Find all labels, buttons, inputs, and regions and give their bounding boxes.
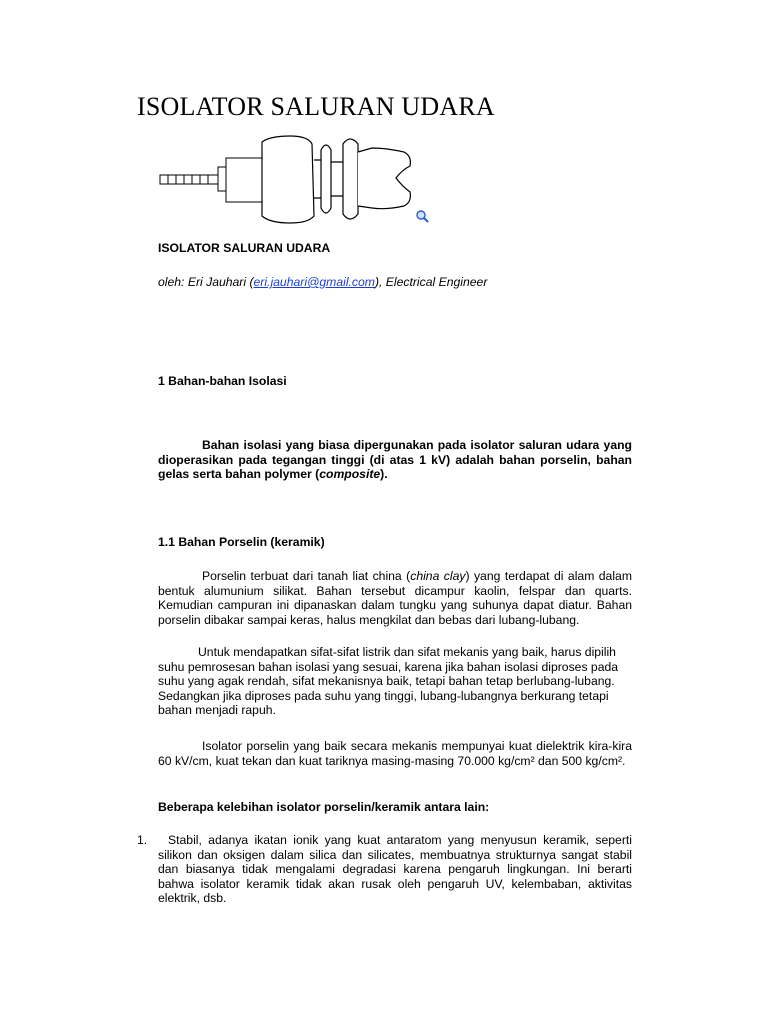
insulator-figure [158,130,433,226]
insulator-body [262,136,314,223]
section-1-paragraph: Bahan isolasi yang biasa dipergunakan pada isolator saluran udara yang dioperasikan pada tegangan tinggi (di atas 1 kV) adalah bahan porselin, bahan gelas serta bahan polymer (composite). [158,438,632,481]
byline [158,275,487,290]
author-email-link[interactable]: eri.jauhari@gmail.com [253,275,375,289]
insulator-rod [160,158,262,202]
porcelain-paragraph: Porselin terbuat dari tanah liat china (china clay) yang terdapat di alam dalam bentuk alumunium silikat. Bahan tersebut dicampur kaolin, felspar dan quarts. Kemudian campuran ini dipanaskan dalam tungku yang suhunya dapat diatur. Bahan porselin dibakar sampai keras, halus mengkilat dan bebas dari lubang-lubang. [158,569,632,627]
section-1-1-heading: 1.1 Bahan Porselin (keramik) [158,535,325,549]
list-item-number: 1. [137,833,148,847]
byline-suffix: ), Electrical Engineer [374,275,488,289]
section-1-heading: 1 Bahan-bahan Isolasi [158,374,287,388]
document-title: ISOLATOR SALURAN UDARA [137,92,495,121]
insulator-cap [358,148,410,209]
strength-paragraph: Isolator porselin yang baik secara mekanis mempunyai kuat dielektrik kira-kira 60 kV/cm, kuat tekan dan kuat tariknya masing-masing 70.000 kg/cm² dan 500 kg/cm². [158,739,632,768]
list-item: Stabil, adanya ikatan ionik yang kuat antaratom yang menyusun keramik, seperti silikon dan oksigen dalam silica dan silicates, membuatnya strukturnya sangat stabil dan biasanya tidak mengalami degradasi karena pengaruh lingkungan. Ini berarti bahwa isolator keramik tidak akan rusak oleh pengaruh UV, kelembaban, aktivitas elektrik, dsb. [158,833,632,905]
insulator-shed-2 [314,160,321,198]
emphasis-china-clay: china clay [410,569,466,583]
insulator-shed-3 [343,139,358,219]
processing-paragraph: Untuk mendapatkan sifat-sifat listrik dan sifat mekanis yang baik, harus dipilih suhu pemrosesan bahan isolasi yang sesuai, karena jika bahan isolasi diproses pada suhu yang agak rendah, sifat mekanisnya baik, tetapi bahan tetap berlubang-lubang. Sedangkan jika diproses pada suhu yang tinggi, lubang-lubangnya berkurang tetapi bahan menjadi rapuh. [158,645,619,717]
emphasis-composite: composite [319,467,381,481]
advantages-heading: Beberapa kelebihan isolator porselin/keramik antara lain: [158,800,490,814]
byline-prefix: oleh: Eri Jauhari ( [158,275,254,289]
article-heading: ISOLATOR SALURAN UDARA [158,241,331,255]
magnifier-icon [417,211,428,222]
insulator-shed-1 [321,145,331,213]
